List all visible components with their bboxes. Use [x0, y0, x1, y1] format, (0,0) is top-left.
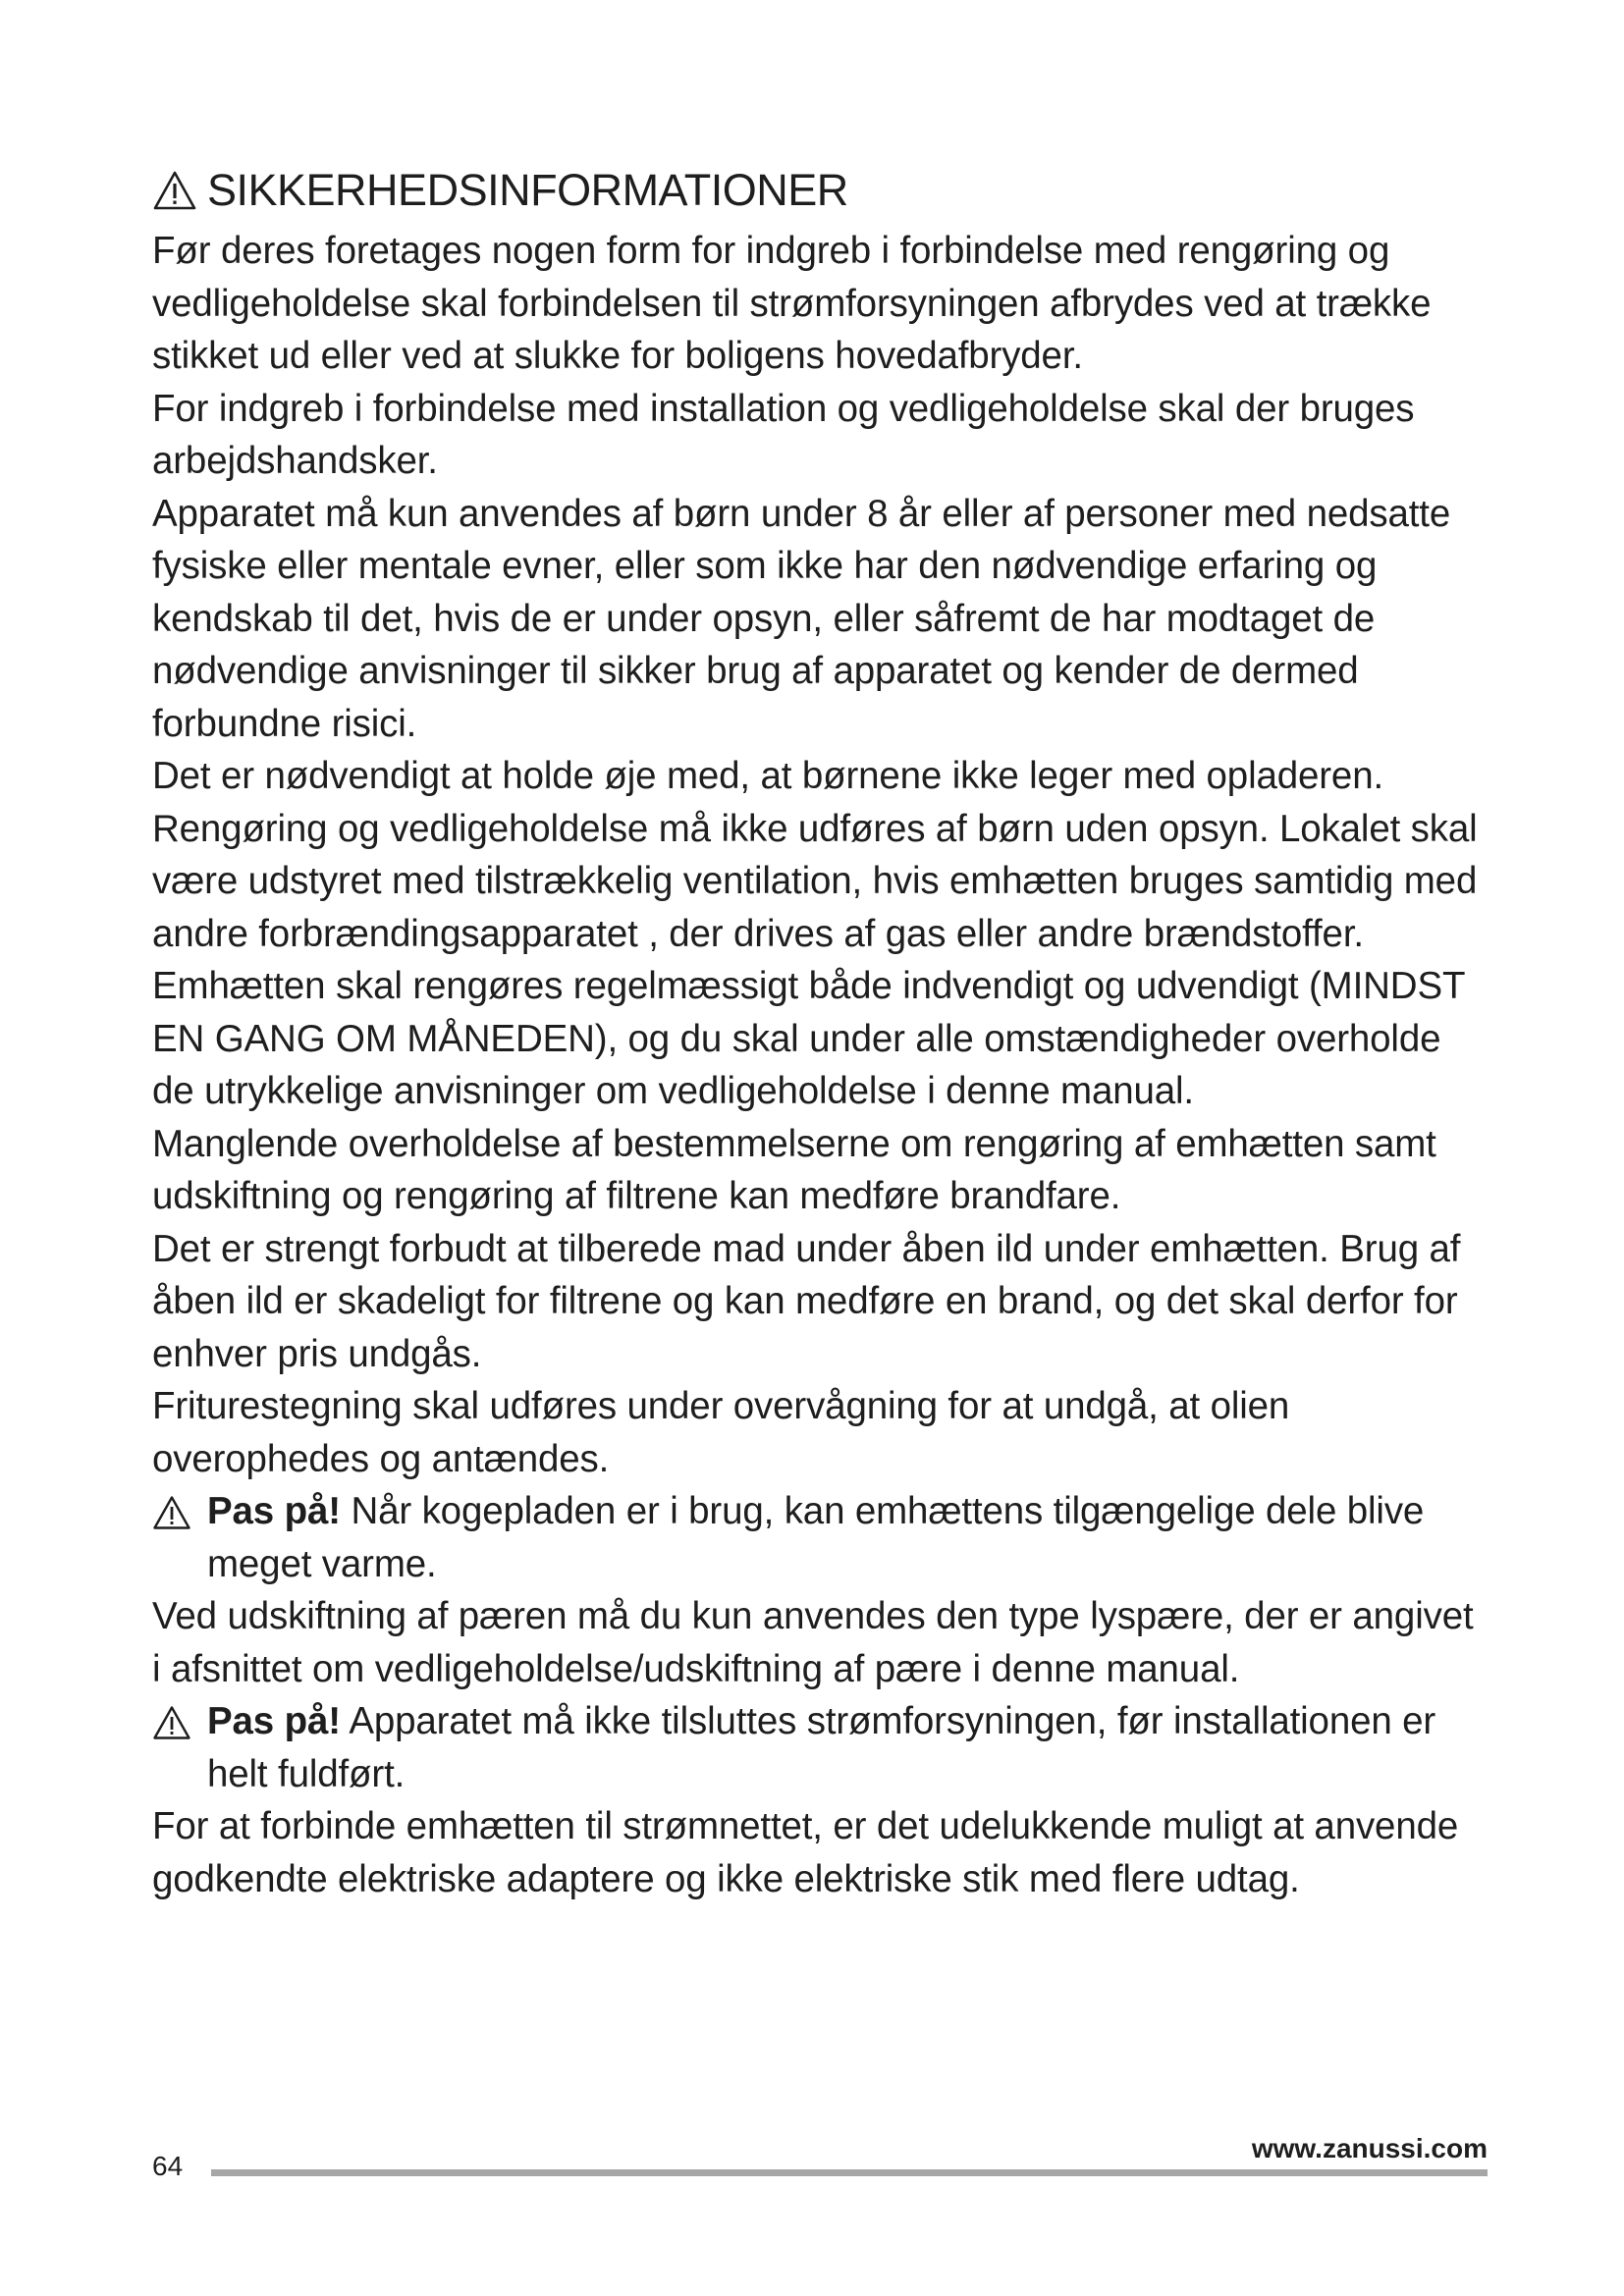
paragraph-open-flame: Det er strengt forbudt at tilberede mad under åben ild under emhætten. Brug af åben ild er skadeligt for filtrene og kan medføre en brand, og det skal derfor for enhver pris undgås. — [152, 1227, 1461, 1375]
section-title: SIKKERHEDSINFORMATIONER — [207, 165, 848, 215]
paragraph-gloves: For indgreb i forbindelse med installation og vedligeholdelse skal der bruges arbejdshandsker. — [152, 387, 1415, 482]
warning-text: Apparatet må ikke tilsluttes strømforsyningen, før installationen er helt fuldført. — [207, 1700, 1436, 1795]
footer-rule — [211, 2169, 1488, 2176]
page-content — [152, 162, 1488, 1905]
website-link[interactable]: www.zanussi.com — [1251, 2133, 1488, 2163]
paragraph-cleaning: Emhætten skal rengøres regelmæssigt både indvendigt og udvendigt (MINDST EN GANG OM MÅNEDEN), og du skal under alle omstændigheder overholde de utrykkelige anvisninger om vedligeholdelse i denne manual. — [152, 965, 1465, 1112]
warning-label: Pas på! — [207, 1490, 341, 1532]
warning-label: Pas på! — [207, 1700, 341, 1742]
paragraph-children-use: Apparatet må kun anvendes af børn under 8 år eller af personer med nedsatte fysiske eller mentale evner, eller som ikke har den nødvendige erfaring og kendskab til det, hvis de er under opsyn, eller såfremt de har modtaget de nødvendige anvisninger til sikker brug af apparatet og kender de dermed forbundne risici. — [152, 492, 1451, 745]
paragraph-bulb: Ved udskiftning af pæren må du kun anvendes den type lyspære, der er angivet i afsnittet om vedligeholdelse/udskiftning af pære i denne manual. — [152, 1595, 1474, 1690]
paragraph-disconnect: Før deres foretages nogen form for indgreb i forbindelse med rengøring og vedligeholdelse skal forbindelsen til strømforsyningen afbrydes ved at trække stikket ud eller ved at slukke for boligens hovedafbryder. — [152, 230, 1432, 377]
warning-text: Når kogepladen er i brug, kan emhættens tilgængelige dele blive meget varme. — [207, 1490, 1425, 1585]
paragraph-frying: Friturestegning skal udføres under overvågning for at undgå, at olien overophedes og antændes. — [152, 1385, 1290, 1480]
paragraph-adapters: For at forbinde emhætten til strømnettet, er det udelukkende muligt at anvende godkendte elektriske adaptere og ikke elektriske stik med flere udtag. — [152, 1805, 1459, 1900]
section-heading — [152, 162, 1488, 219]
paragraph-fire-risk: Manglende overholdelse af bestemmelserne om rengøring af emhætten samt udskiftning og rengøring af filtrene kan medføre brandfare. — [152, 1122, 1436, 1217]
page-number: 64 — [152, 2151, 184, 2181]
page-footer — [152, 2133, 1488, 2187]
warning-triangle-icon — [152, 170, 197, 211]
warning-triangle-icon — [152, 1705, 191, 1740]
warning-triangle-icon — [152, 1495, 191, 1530]
warning-installation — [152, 1695, 1488, 1800]
paragraph-ventilation: Det er nødvendigt at holde øje med, at børnene ikke leger med opladeren. Rengøring og vedligeholdelse må ikke udføres af børn uden opsyn. Lokalet skal være udstyret med tilstrækkelig ventilation, hvis emhætten bruges samtidig med andre forbrændingsapparatet , der drives af gas eller andre brændstoffer. — [152, 755, 1478, 955]
warning-hot-parts — [152, 1485, 1488, 1590]
